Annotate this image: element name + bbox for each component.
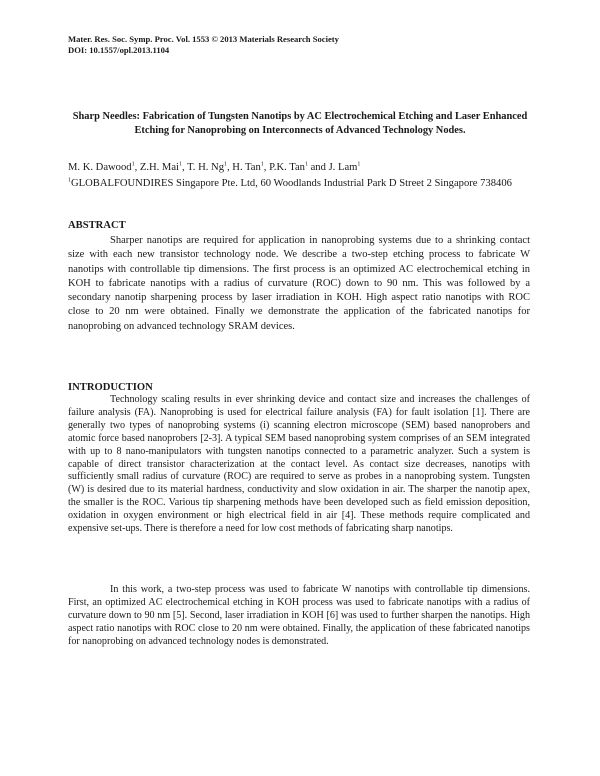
abstract-heading: ABSTRACT — [68, 220, 126, 231]
author-name: T. H. Ng — [187, 162, 224, 173]
author-name: M. K. Dawood — [68, 162, 132, 173]
author-name: H. Tan — [232, 162, 261, 173]
journal-citation: Mater. Res. Soc. Symp. Proc. Vol. 1553 © 2013 Materials Research Society — [68, 34, 339, 44]
author-affiliation-marker: 1 — [304, 161, 308, 168]
introduction-heading: INTRODUCTION — [68, 382, 153, 393]
journal-header — [68, 34, 339, 56]
author-affiliation-marker: 1 — [357, 161, 361, 168]
author-name: J. Lam — [328, 162, 358, 173]
affiliation — [68, 177, 538, 191]
author-affiliation-marker: 1 — [260, 161, 264, 168]
author-name: Z.H. Mai — [139, 162, 179, 173]
abstract-text: Sharper nanotips are required for application in nanoprobing systems due to a shrinking contact size with each new transistor technology node. We describe a two-step etching process to fabricate W nanotips with controllable tip dimensions. The first process is an optimized AC electrochemical etching in KOH to fabricate nanotips with a radius of curvature (ROC) down to 90 nm. This was followed by a secondary nanotip sharpening process by laser irradiation in KOH. High aspect ratio nanotips with ROC close to 20 nm were obtained. Finally we demonstrate the application of the fabricated nanotips for nanoprobing on advanced technology SRAM devices. — [68, 235, 530, 332]
author-list: M. K. Dawood$^1$, Z.H. Mai$^1$, T. H. Ng$^1$, H. Tan$^1$, P.K. Tan$^1$ and J. Lam$^1$ — [68, 161, 361, 173]
paper-title: Sharp Needles: Fabrication of Tungsten Nanotips by AC Electrochemical Etching and Laser Enhanced Etching for Nanoprobing on Interconnects of Advanced Technology Nodes. — [72, 111, 528, 136]
affiliation-marker: 1 — [68, 177, 71, 184]
introduction-paragraph: Technology scaling results in ever shrinking device and contact size and increases the challenges of failure analysis (FA). Nanoprobing is used for electrical failure analysis (FA) for fault isolation [1]. There are generally two types of nanoprobing systems (i) scanning electron microscope (SEM) based nanoprobers and atomic force based nanoprobers [2-3]. A typical SEM based nanoprobing system comprises of an SEM integrated with up to 8 nano-manipulators with tungsten nanotips connected to a parametric analyzer. Such a system is capable of direct transistor characterization at the contact level. As contact size decreases, nanotips with sufficiently small radius of curvature (ROC) are required to serve as probes in a nanoprobing system. Tungsten (W) is desired due to its material hardness, conductivity and slow oxidation in air. The sharper the nanotip apex, the smaller is the ROC. Various tip sharpening methods have been developed such as field emission deposition, oxidation in oxygen environment or high electrical field in air [4]. These methods require complicated and expensive set-ups. There is therefore a need for low cost methods of fabricating sharp nanotips. — [68, 394, 530, 535]
doi-line: DOI: 10.1557/opl.2013.1104 — [68, 45, 170, 55]
introduction-paragraph: In this work, a two-step process was used to fabricate W nanotips with controllable tip dimensions. First, an optimized AC electrochemical etching in KOH process was used to fabricate nanotips with a radius of curvature down to 90 nm [5]. Second, laser irradiation in KOH [6] was used to further sharpen the nanotips. High aspect ratio nanotips with ROC close to 20 nm were obtained. Finally, the application of these fabricated nanotips for nanoprobing on advanced technology nodes is demonstrated. — [68, 584, 530, 647]
authors-joiner: and — [310, 162, 326, 173]
author-affiliation-marker: 1 — [179, 161, 182, 168]
affiliation-text: GLOBALFOUNDIRES Singapore Pte. Ltd, 60 Woodlands Industrial Park D Street 2 Singapore 738406 — [71, 178, 512, 189]
author-affiliation-marker: 1 — [131, 161, 135, 168]
author-affiliation-marker: 1 — [224, 161, 227, 168]
author-name: P.K. Tan — [269, 162, 305, 173]
